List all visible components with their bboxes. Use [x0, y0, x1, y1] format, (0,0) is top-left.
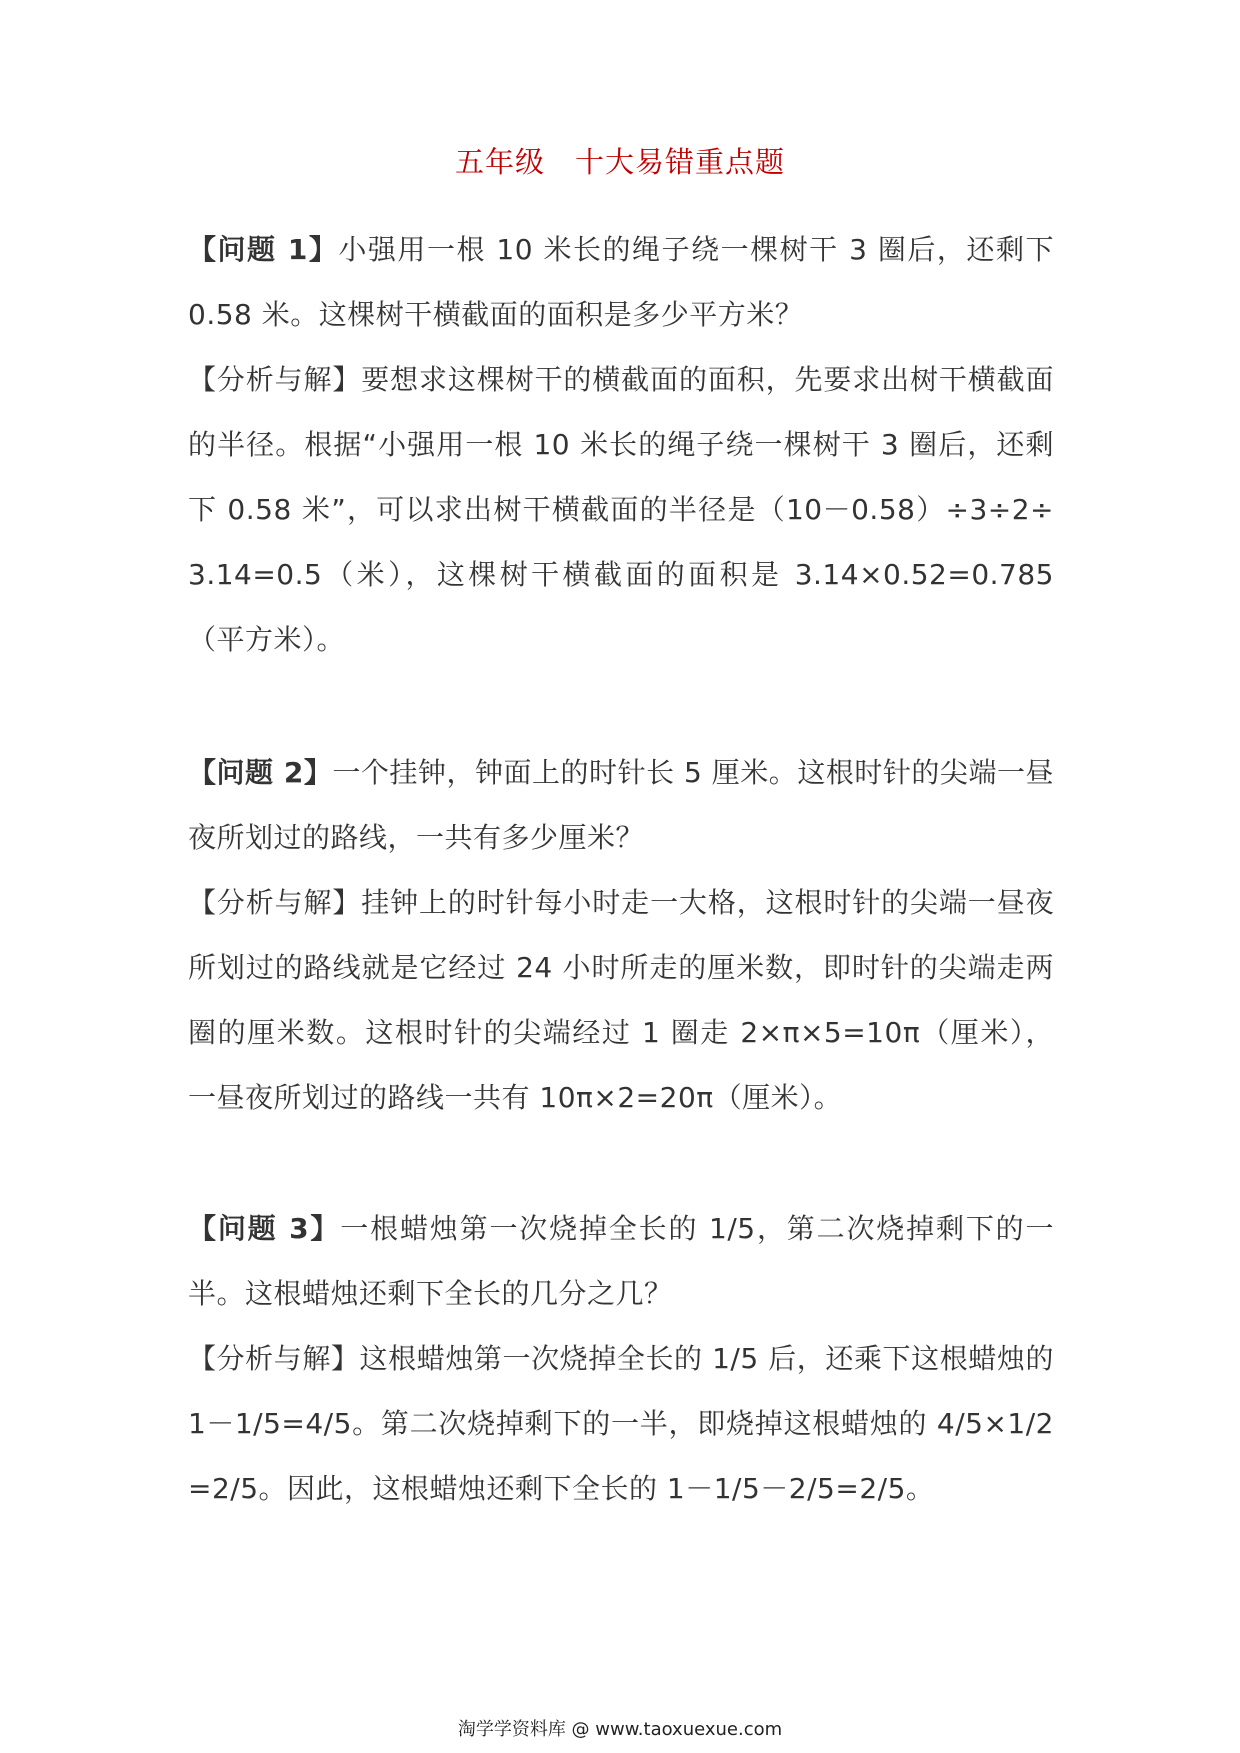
problem-3-question-text: 一根蜡烛第一次烧掉全长的 1/5，第二次烧掉剩下的一半。这根蜡烛还剩下全长的几分之几？: [188, 1212, 1055, 1310]
problem-3-answer-text: 这根蜡烛第一次烧掉全长的 1/5 后，还乘下这根蜡烛的 1－1/5=4/5。第二次烧掉剩下的一半，即烧掉这根蜡烛的 4/5×1/2=2/5。因此，这根蜡烛还剩下全长的 1－1/5－2/5=2/5。: [188, 1342, 1054, 1505]
problem-2-question: [188, 740, 1054, 870]
problem-1-answer-text: 要想求这棵树干的横截面的面积，先要求出树干横截面的半径。根据“小强用一根 10 米长的绳子绕一棵树干 3 圈后，还剩下 0.58 米”，可以求出树干横截面的半径是（10－0.58）÷3÷2÷3.14=0.5（米），这棵树干横截面的面积是 3.14×0.52=0.785（平方米）。: [188, 363, 1054, 656]
problem-2-answer-text: 挂钟上的时针每小时走一大格，这根时针的尖端一昼夜所划过的路线就是它经过 24 小时所走的厘米数，即时针的尖端走两圈的厘米数。这根时针的尖端经过 1 圈走 2×π×5=10π（厘米），一昼夜所划过的路线一共有 10π×2=20π（厘米）。: [188, 886, 1054, 1114]
problem-2-answer: [188, 870, 1054, 1130]
problem-3-answer-label: 【分析与解】: [188, 1342, 360, 1375]
problem-1-question-label: 【问题 1】: [188, 233, 339, 266]
footer-watermark: 淘学学资料库 @ www.taoxuexue.com: [457, 1719, 783, 1740]
problem-1-question: [188, 217, 1054, 347]
document-title: 五年级 十大易错重点题: [454, 145, 785, 179]
problem-3-question: [188, 1196, 1054, 1326]
problem-1-answer-label: 【分析与解】: [188, 363, 362, 396]
problem-1-answer: [188, 347, 1054, 672]
problem-2-question-label: 【问题 2】: [188, 756, 333, 789]
problem-2-answer-label: 【分析与解】: [188, 886, 362, 919]
problem-1-question-text: 小强用一根 10 米长的绳子绕一棵树干 3 圈后，还剩下 0.58 米。这棵树干横截面的面积是多少平方米？: [188, 233, 1054, 331]
problem-3-answer: [188, 1326, 1054, 1521]
problem-3-question-label: 【问题 3】: [188, 1212, 341, 1245]
problem-2-question-text: 一个挂钟，钟面上的时针长 5 厘米。这根时针的尖端一昼夜所划过的路线，一共有多少厘米？: [188, 756, 1054, 854]
